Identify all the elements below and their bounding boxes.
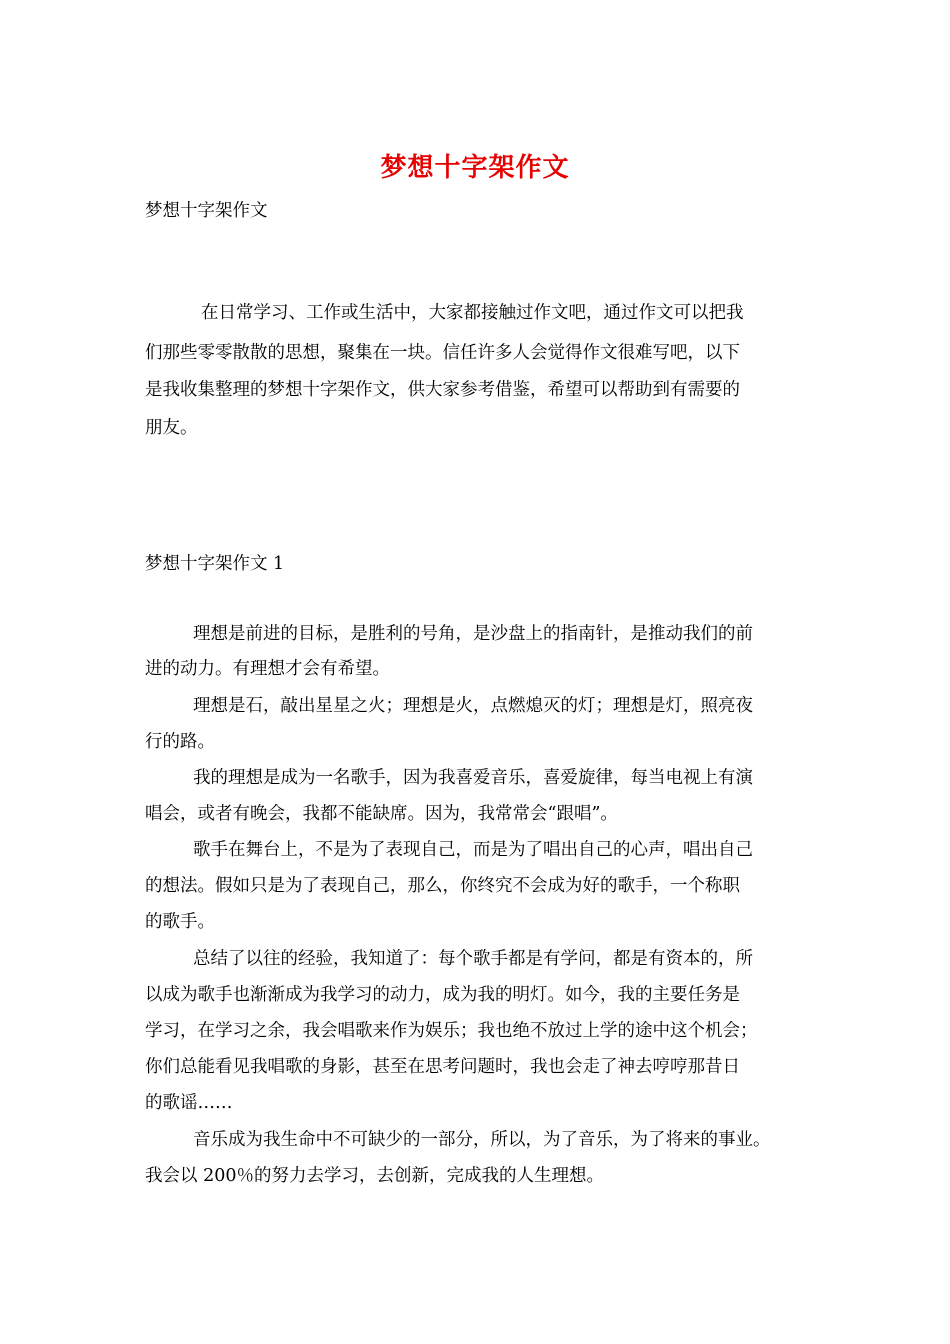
- intro-line: 们那些零零散散的思想，聚集在一块。信任许多人会觉得作文很难写吧，以下: [145, 343, 740, 363]
- essay-line: 我会以 200％的努力去学习，去创新，完成我的人生理想。: [145, 1166, 604, 1186]
- essay-line: 进的动力。有理想才会有希望。: [145, 659, 390, 679]
- intro-line: 是我收集整理的梦想十字架作文，供大家参考借鉴，希望可以帮助到有需要的: [145, 380, 740, 400]
- essay-line: 你们总能看见我唱歌的身影，甚至在思考问题时，我也会走了神去哼哼那昔日: [145, 1057, 740, 1077]
- essay-line: 行的路。: [145, 732, 215, 752]
- section-heading: 梦想十字架作文 1: [145, 554, 285, 574]
- intro-line: 朋友。: [145, 418, 198, 438]
- intro-line: 在日常学习、工作或生活中，大家都接触过作文吧，通过作文可以把我: [201, 303, 744, 323]
- essay-line: 理想是前进的目标，是胜利的号角，是沙盘上的指南针，是推动我们的前: [193, 624, 753, 644]
- essay-line: 歌手在舞台上，不是为了表现自己，而是为了唱出自己的心声，唱出自己: [193, 840, 753, 860]
- essay-line: 的歌手。: [145, 912, 215, 932]
- essay-line: 学习，在学习之余，我会唱歌来作为娱乐；我也绝不放过上学的途中这个机会；: [145, 1021, 758, 1041]
- essay-line: 以成为歌手也渐渐成为我学习的动力，成为我的明灯。如今，我的主要任务是: [145, 985, 740, 1005]
- essay-line: 的歌谣……: [145, 1093, 233, 1113]
- essay-line: 总结了以往的经验，我知道了：每个歌手都是有学问，都是有资本的，所: [193, 949, 753, 969]
- essay-line: 我的理想是成为一名歌手，因为我喜爱音乐，喜爱旋律，每当电视上有演: [193, 768, 753, 788]
- document-title: 梦想十字架作文: [380, 153, 570, 183]
- essay-line: 理想是石，敲出星星之火；理想是火，点燃熄灭的灯；理想是灯，照亮夜: [193, 696, 753, 716]
- essay-line: 唱会，或者有晚会，我都不能缺席。因为，我常常会“跟唱”。: [145, 804, 618, 824]
- essay-line: 音乐成为我生命中不可缺少的一部分，所以，为了音乐，为了将来的事业。: [193, 1130, 771, 1150]
- essay-line: 的想法。假如只是为了表现自己，那么，你终究不会成为好的歌手，一个称职: [145, 876, 740, 896]
- document-subtitle: 梦想十字架作文: [145, 201, 268, 221]
